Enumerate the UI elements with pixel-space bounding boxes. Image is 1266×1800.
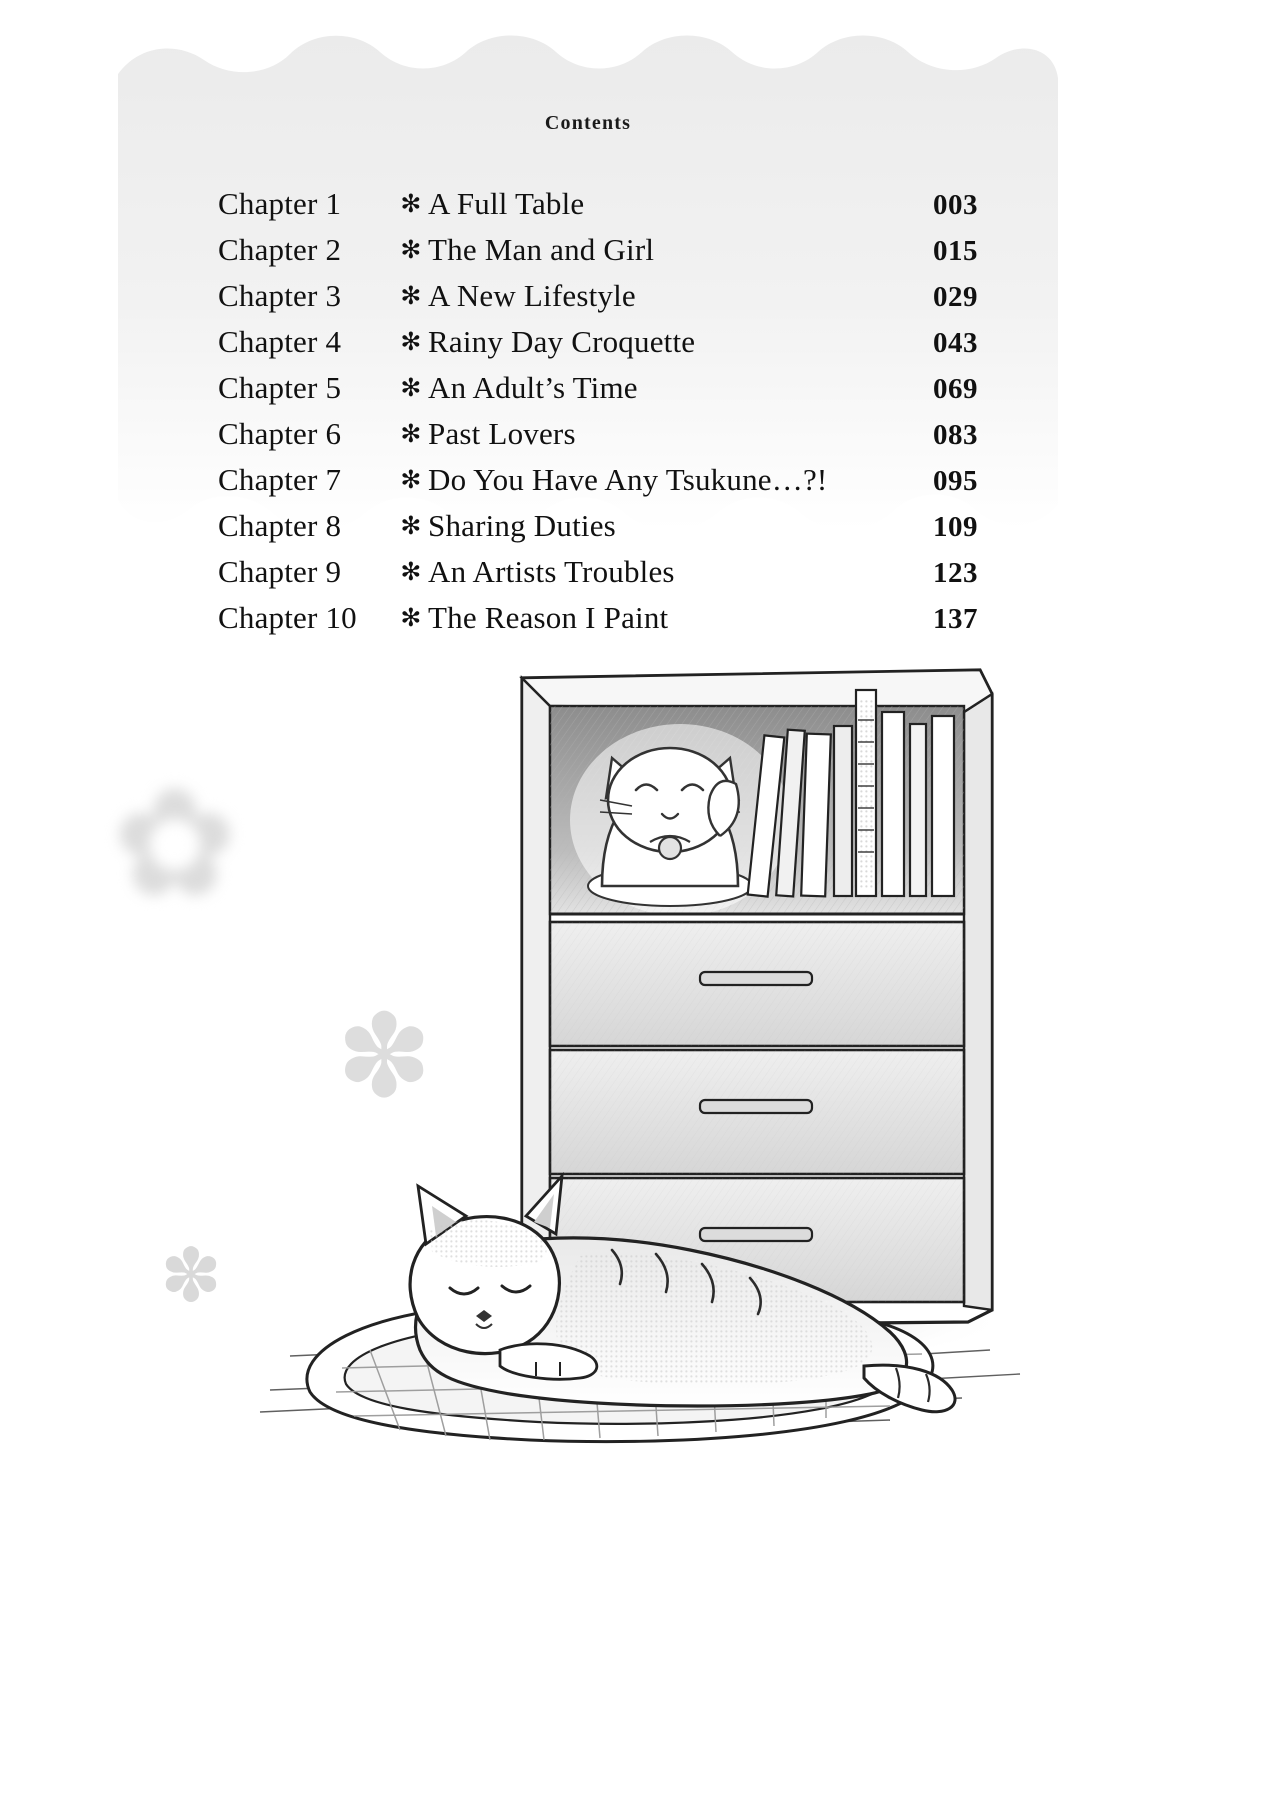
flower-bullet-icon: ✻ bbox=[400, 329, 422, 356]
contents-panel bbox=[118, 34, 1058, 634]
chapter-label: Chapter 2 bbox=[218, 232, 342, 267]
chapter-label: Chapter 5 bbox=[218, 370, 342, 405]
flower-bullet-icon: ✻ bbox=[400, 421, 422, 448]
chapter-title: A Full Table bbox=[428, 186, 585, 221]
list-item[interactable] bbox=[218, 508, 978, 554]
chapter-title: The Reason I Paint bbox=[428, 600, 669, 635]
list-item[interactable] bbox=[218, 416, 978, 462]
list-item[interactable] bbox=[218, 186, 978, 232]
chapter-label: Chapter 10 bbox=[218, 600, 357, 635]
list-item[interactable] bbox=[218, 232, 978, 278]
drawer-handle-icon[interactable] bbox=[700, 972, 812, 985]
chapter-page-number: 109 bbox=[933, 511, 978, 543]
flower-bullet-icon: ✻ bbox=[400, 467, 422, 494]
illustration bbox=[250, 650, 1050, 1490]
chapter-title: The Man and Girl bbox=[428, 232, 655, 267]
chapter-page-number: 123 bbox=[933, 557, 978, 589]
chapter-label: Chapter 8 bbox=[218, 508, 342, 543]
chapter-title: Do You Have Any Tsukune…?! bbox=[428, 462, 828, 497]
chapter-label: Chapter 7 bbox=[218, 462, 342, 497]
chapter-page-number: 095 bbox=[933, 465, 978, 497]
flower-bullet-icon: ✻ bbox=[400, 283, 422, 310]
chapter-title: A New Lifestyle bbox=[428, 278, 636, 313]
drawer-1[interactable] bbox=[550, 922, 964, 1046]
chapter-page-number: 069 bbox=[933, 373, 978, 405]
cabinet bbox=[522, 670, 992, 1326]
chapter-page-number: 003 bbox=[933, 189, 978, 221]
chapter-page-number: 137 bbox=[933, 603, 978, 635]
list-item[interactable] bbox=[218, 370, 978, 416]
chapter-label: Chapter 6 bbox=[218, 416, 342, 451]
drawer-handle-icon[interactable] bbox=[700, 1100, 812, 1113]
flower-bullet-icon: ✻ bbox=[400, 237, 422, 264]
list-item[interactable] bbox=[218, 278, 978, 324]
flower-decoration-icon: ✽ bbox=[336, 994, 433, 1121]
page-title: Contents bbox=[544, 112, 632, 134]
chapter-page-number: 083 bbox=[933, 419, 978, 451]
lucky-cat-figurine-icon bbox=[588, 748, 752, 906]
chapter-page-number: 043 bbox=[933, 327, 978, 359]
drawer-2[interactable] bbox=[550, 1050, 964, 1174]
chapter-page-number: 029 bbox=[933, 281, 978, 313]
contents-list bbox=[218, 186, 978, 646]
chapter-page-number: 015 bbox=[933, 235, 978, 267]
flower-bullet-icon: ✻ bbox=[400, 375, 422, 402]
chapter-title: Past Lovers bbox=[428, 416, 576, 451]
list-item[interactable] bbox=[218, 554, 978, 600]
flower-decoration-icon: ✿ bbox=[112, 762, 238, 928]
list-item[interactable] bbox=[218, 324, 978, 370]
list-item[interactable] bbox=[218, 462, 978, 508]
chapter-label: Chapter 9 bbox=[218, 554, 342, 589]
chapter-title: Sharing Duties bbox=[428, 508, 616, 543]
chapter-label: Chapter 4 bbox=[218, 324, 342, 359]
drawer-handle-icon[interactable] bbox=[700, 1228, 812, 1241]
chapter-title: An Artists Troubles bbox=[428, 554, 675, 589]
flower-bullet-icon: ✻ bbox=[400, 559, 422, 586]
flower-decoration-icon: ✽ bbox=[160, 1236, 223, 1318]
flower-bullet-icon: ✻ bbox=[400, 191, 422, 218]
chapter-title: Rainy Day Croquette bbox=[428, 324, 696, 359]
cat-and-cabinet-illustration bbox=[250, 650, 1050, 1490]
chapter-label: Chapter 3 bbox=[218, 278, 342, 313]
flower-bullet-icon: ✻ bbox=[400, 513, 422, 540]
chapter-label: Chapter 1 bbox=[218, 186, 342, 221]
list-item[interactable] bbox=[218, 600, 978, 646]
chapter-title: An Adult’s Time bbox=[428, 370, 638, 405]
flower-bullet-icon: ✻ bbox=[400, 605, 422, 632]
